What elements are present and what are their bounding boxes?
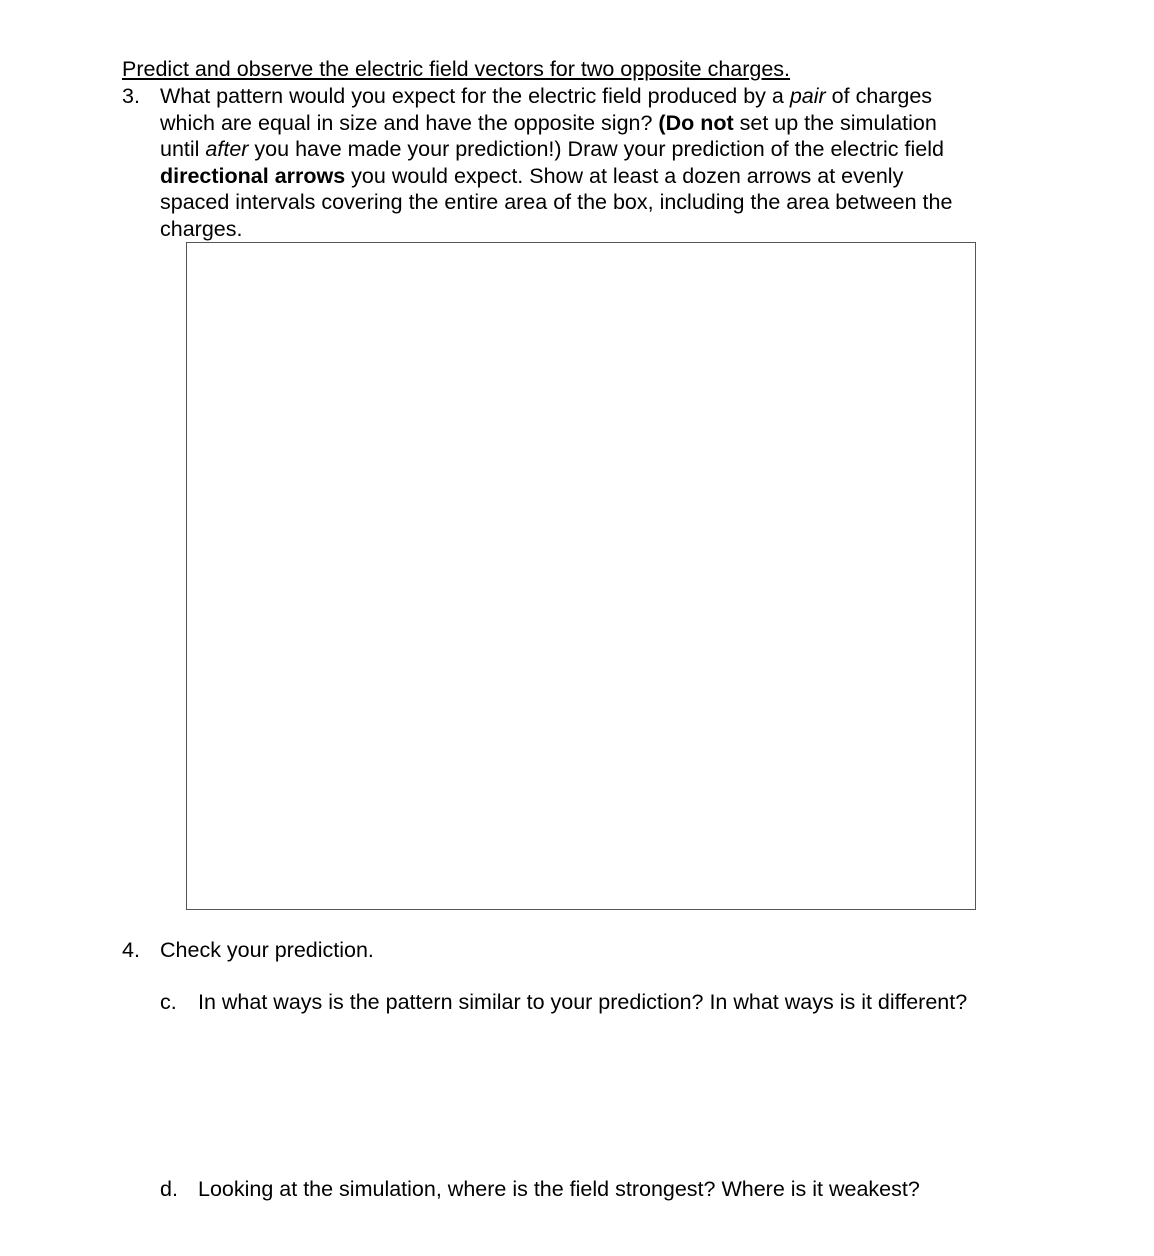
- question-4d-text: Looking at the simulation, where is the field strongest? Where is it weakest?: [198, 1177, 920, 1201]
- question-4-text: Check your prediction.: [160, 938, 374, 962]
- question-3-line-1: What pattern would you expect for the electric field produced by a pair of charges: [160, 84, 933, 108]
- question-3-line-2: which are equal in size and have the opposite sign? (Do not set up the simulation: [160, 110, 937, 135]
- prediction-drawing-box[interactable]: [186, 242, 976, 910]
- question-3-line-5: spaced intervals covering the entire area of the box, including the area between the: [160, 190, 953, 214]
- question-3-number: 3.: [122, 84, 140, 108]
- section-heading: Predict and observe the electric field vectors for two opposite charges.: [122, 57, 791, 81]
- question-3-text: [160, 83, 1040, 242]
- question-3-line-4: directional arrows you would expect. Show at least a dozen arrows at evenly: [160, 163, 904, 188]
- question-4c-text: In what ways is the pattern similar to your prediction? In what ways is it different?: [198, 990, 968, 1014]
- question-3-line-6: charges.: [160, 216, 243, 241]
- question-4c-letter: c.: [160, 990, 177, 1014]
- question-4d-letter: d.: [160, 1177, 178, 1201]
- question-4-number: 4.: [122, 938, 140, 962]
- question-3-line-3: until after you have made your prediction!) Draw your prediction of the electric field: [160, 137, 944, 161]
